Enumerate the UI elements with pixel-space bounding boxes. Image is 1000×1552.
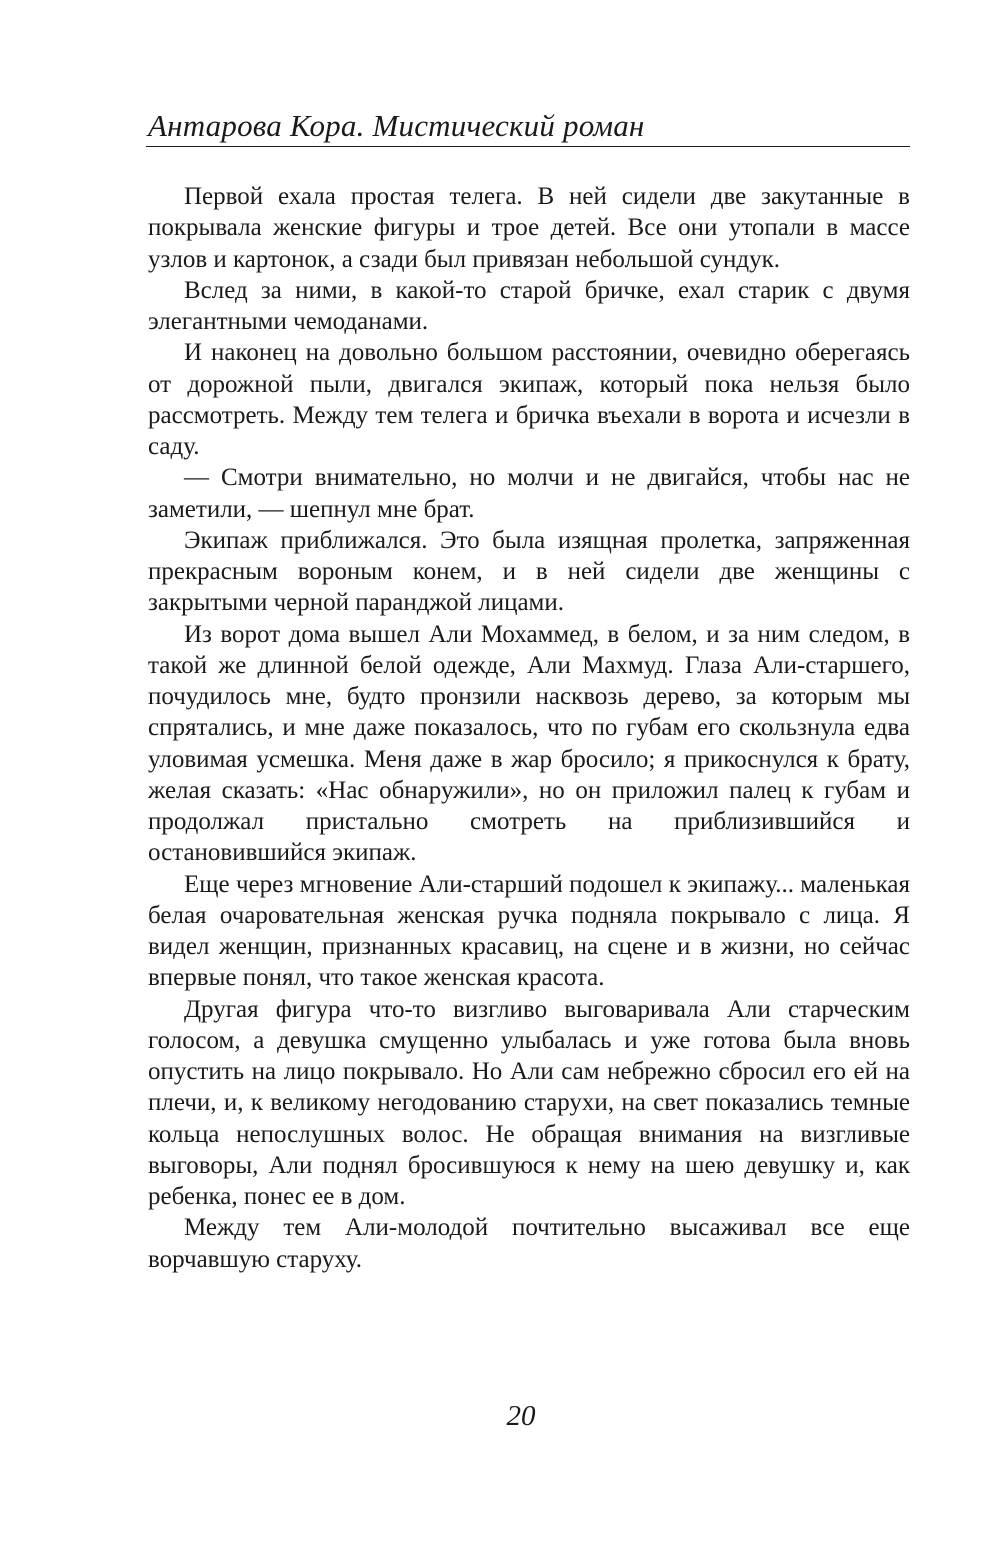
paragraph: Вслед за ними, в какой-то старой бричке, ехал старик с двумя элегантными чемоданами. bbox=[148, 276, 910, 335]
running-header: Антарова Кора. Мистический роман bbox=[148, 108, 645, 143]
paragraph: Другая фигура что-то визгливо выговаривала Али старческим голосом, а девушка смущенно улыбалась и уже готова была вновь опустить на лицо покрывало. Но Али сам небрежно сбросил его ей на плечи, и, к великому негодованию старухи, на свет показались темные кольца непослушных волос. Не обращая внимания на визгливые выговоры, Али поднял бросившуюся к нему на шею девушку и, как ребенка, понес ее в дом. bbox=[148, 995, 910, 1210]
paragraph: Из ворот дома вышел Али Мохаммед, в белом, и за ним следом, в такой же длинной белой одежде, Али Махмуд. Глаза Али-старшего, почудилось мне, будто пронзили насквозь дерево, за которым мы спрятались, и мне даже показалось, что по губам его скользнула едва уловимая усмешка. Меня даже в жар бросило; я прикоснулся к брату, желая сказать: «Нас обнаружили», но он приложил палец к губам и продолжал пристально смотреть на приблизившийся и остановившийся экипаж. bbox=[148, 620, 910, 867]
paragraph: — Смотри внимательно, но молчи и не двигайся, чтобы нас не заметили, — шепнул мне брат. bbox=[148, 464, 910, 523]
paragraph: Первой ехала простая телега. В ней сидели две закутанные в покрывала женские фигуры и трое детей. Все они утопали в массе узлов и картонок, а сзади был привязан небольшой сундук. bbox=[148, 183, 910, 273]
paragraph: И наконец на довольно большом расстоянии, очевидно оберегаясь от дорожной пыли, двигался экипаж, который пока нельзя было рассмотреть. Между тем телега и бричка въехали в ворота и исчезли в саду. bbox=[148, 339, 910, 460]
paragraph: Экипаж приближался. Это была изящная пролетка, запряженная прекрасным вороным конем, и в ней сидели две женщины с закрытыми черной паранджой лицами. bbox=[148, 526, 910, 617]
paragraph: Еще через мгновение Али-старший подошел к экипажу... маленькая белая очаровательная женская ручка подняла покрывало с лица. Я видел женщин, признанных красавиц, на сцене и в жизни, но сейчас впервые понял, что такое женская красота. bbox=[148, 870, 910, 992]
header-rule bbox=[146, 146, 910, 147]
body-text bbox=[148, 181, 910, 1275]
paragraph: Между тем Али-молодой почтительно высаживал все еще ворчавшую старуху. bbox=[148, 1214, 910, 1273]
page-number: 20 bbox=[506, 1400, 536, 1432]
